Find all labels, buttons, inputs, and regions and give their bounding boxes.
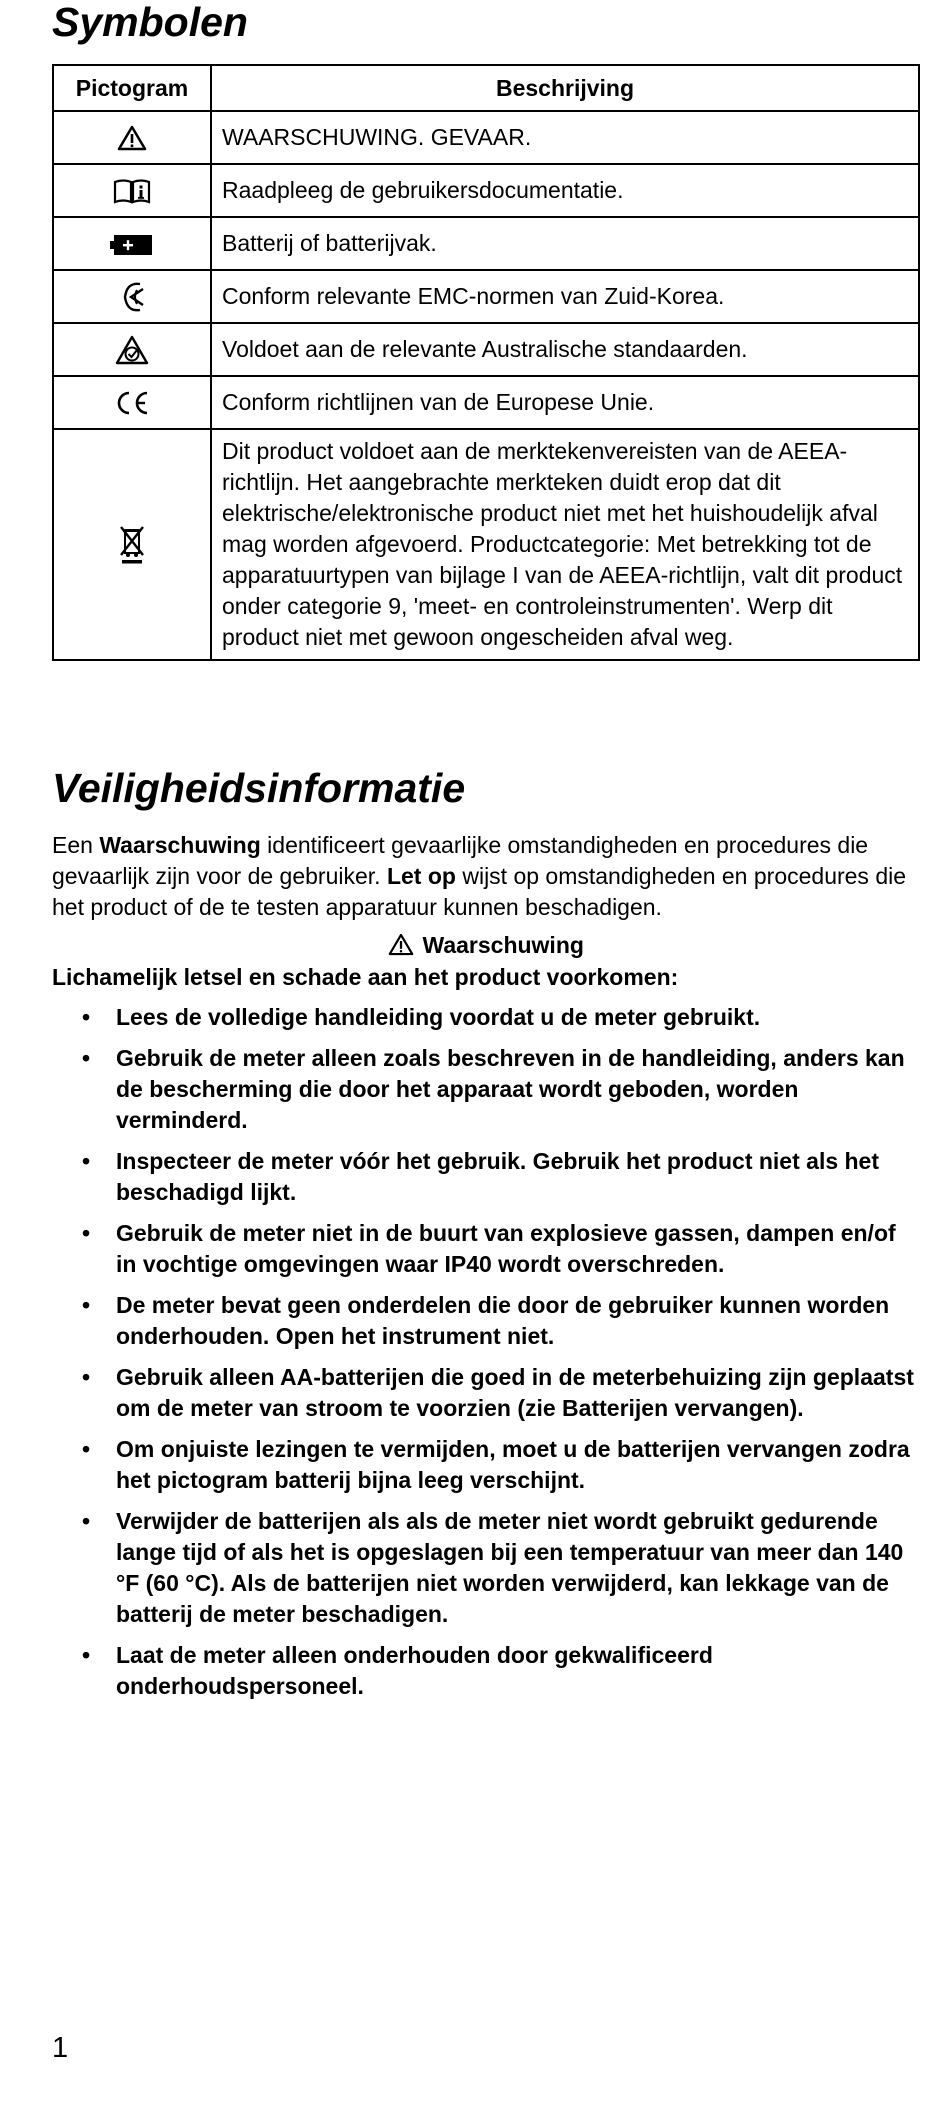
description-cell: Batterij of batterijvak. bbox=[211, 217, 919, 270]
list-item bbox=[52, 1218, 920, 1280]
table-row bbox=[53, 429, 919, 660]
pictogram-cell bbox=[53, 111, 211, 164]
bullet-icon: • bbox=[82, 1045, 91, 1071]
warning-heading bbox=[52, 930, 920, 961]
pictogram-cell bbox=[53, 164, 211, 217]
bullet-text: Gebruik de meter alleen zoals beschreven in de handleiding, anders kan de bescherming die door het apparaat wordt geboden, worden verminderd. bbox=[116, 1045, 905, 1133]
symbols-table bbox=[52, 64, 920, 661]
description-cell: Dit product voldoet aan de merktekenvereisten van de AEEA-richtlijn. Het aangebrachte merkteken duidt erop dat dit elektrische/elektronische product niet met het huishoudelijk afval mag worden afgevoerd. Productcategorie: Met betrekking tot de apparatuurtypen van bijlage I van de AEEA-richtlijn, valt dit product onder categorie 9, 'meet- en controleinstrumenten'. Werp dit product niet met gewoon ongescheiden afval weg. bbox=[211, 429, 919, 660]
list-item bbox=[52, 1506, 920, 1630]
table-row bbox=[53, 270, 919, 323]
bullet-icon: • bbox=[82, 1508, 91, 1534]
table-header-row bbox=[53, 65, 919, 111]
bullet-icon: • bbox=[82, 1436, 91, 1462]
table-row bbox=[53, 217, 919, 270]
list-item bbox=[52, 1290, 920, 1352]
manual-info-icon bbox=[113, 177, 151, 203]
bullet-icon: • bbox=[82, 1004, 91, 1030]
table-row bbox=[53, 164, 919, 217]
column-header-description: Beschrijving bbox=[211, 65, 919, 111]
pictogram-cell bbox=[53, 270, 211, 323]
intro-bold-term: Waarschuwing bbox=[99, 832, 261, 858]
section-title-symbols: Symbolen bbox=[52, 0, 248, 45]
bullet-icon: • bbox=[82, 1148, 91, 1174]
intro-text: wijst op omstandigheden en procedures die het product of de te testen apparatuur kunnen beschadigen. bbox=[52, 863, 907, 920]
description-cell: Raadpleeg de gebruikersdocumentatie. bbox=[211, 164, 919, 217]
bullet-icon: • bbox=[82, 1364, 91, 1390]
ce-mark-icon bbox=[114, 389, 150, 415]
pictogram-cell bbox=[53, 217, 211, 270]
bullet-text: Verwijder de batterijen als als de meter niet wordt gebruikt gedurende lange tijd of als het is opgeslagen bij een temperatuur van meer dan 140 °F (60 °C). Als de batterijen niet worden verwijderd, kan lekkage van de batterij de meter beschadigen. bbox=[116, 1508, 904, 1627]
bullet-text: Lees de volledige handleiding voordat u de meter gebruikt. bbox=[116, 1004, 761, 1030]
rcm-australia-mark-icon bbox=[115, 335, 149, 361]
list-item bbox=[52, 1640, 920, 1702]
list-item bbox=[52, 1002, 920, 1033]
bullet-icon: • bbox=[82, 1642, 91, 1668]
page-number: 1 bbox=[52, 2032, 69, 2064]
list-item bbox=[52, 1146, 920, 1208]
bullet-text: Gebruik alleen AA-batterijen die goed in de meterbehuizing zijn geplaatst om de meter van stroom te voorzien (zie Batterijen vervangen). bbox=[116, 1364, 914, 1421]
warning-triangle-icon bbox=[117, 124, 147, 150]
table-row bbox=[53, 376, 919, 429]
column-header-pictogram: Pictogram bbox=[53, 65, 211, 111]
pictogram-cell bbox=[53, 376, 211, 429]
bullet-icon: • bbox=[82, 1292, 91, 1318]
warning-triangle-icon bbox=[388, 932, 422, 958]
description-cell: Voldoet aan de relevante Australische standaarden. bbox=[211, 323, 919, 376]
table-row bbox=[53, 111, 919, 164]
bullet-icon: • bbox=[82, 1220, 91, 1246]
list-item bbox=[52, 1434, 920, 1496]
safety-intro-paragraph bbox=[52, 830, 920, 923]
weee-crossed-bin-icon bbox=[119, 530, 145, 556]
bullet-text: Gebruik de meter niet in de buurt van explosieve gassen, dampen en/of in vochtige omgevingen waar IP40 wordt overschreden. bbox=[116, 1220, 896, 1277]
description-cell: Conform relevante EMC-normen van Zuid-Korea. bbox=[211, 270, 919, 323]
description-cell: Conform richtlijnen van de Europese Unie. bbox=[211, 376, 919, 429]
intro-text: Een bbox=[52, 832, 100, 858]
safety-bullet-list bbox=[52, 1002, 920, 1712]
kc-korea-mark-icon bbox=[119, 282, 145, 308]
description-cell: WAARSCHUWING. GEVAAR. bbox=[211, 111, 919, 164]
section-title-safety: Veiligheidsinformatie bbox=[52, 765, 466, 811]
intro-bold-term: Let op bbox=[386, 863, 456, 889]
pictogram-cell bbox=[53, 429, 211, 660]
warning-heading-text: Waarschuwing bbox=[422, 932, 584, 958]
list-item bbox=[52, 1043, 920, 1136]
table-row bbox=[53, 323, 919, 376]
intro-text: identificeert gevaarlijke omstandigheden en procedures die gevaarlijk zijn voor de gebruiker. bbox=[52, 832, 869, 889]
bullet-text: Om onjuiste lezingen te vermijden, moet u de batterijen vervangen zodra het pictogram batterij bijna leeg verschijnt. bbox=[116, 1436, 910, 1493]
warning-subheading: Lichamelijk letsel en schade aan het product voorkomen: bbox=[52, 964, 679, 990]
bullet-text: De meter bevat geen onderdelen die door de gebruiker kunnen worden onderhouden. Open het instrument niet. bbox=[116, 1292, 890, 1349]
battery-icon bbox=[110, 230, 154, 256]
list-item bbox=[52, 1362, 920, 1424]
bullet-text: Laat de meter alleen onderhouden door gekwalificeerd onderhoudspersoneel. bbox=[116, 1642, 713, 1699]
bullet-text: Inspecteer de meter vóór het gebruik. Gebruik het product niet als het beschadigd lijkt. bbox=[116, 1148, 880, 1205]
pictogram-cell bbox=[53, 323, 211, 376]
